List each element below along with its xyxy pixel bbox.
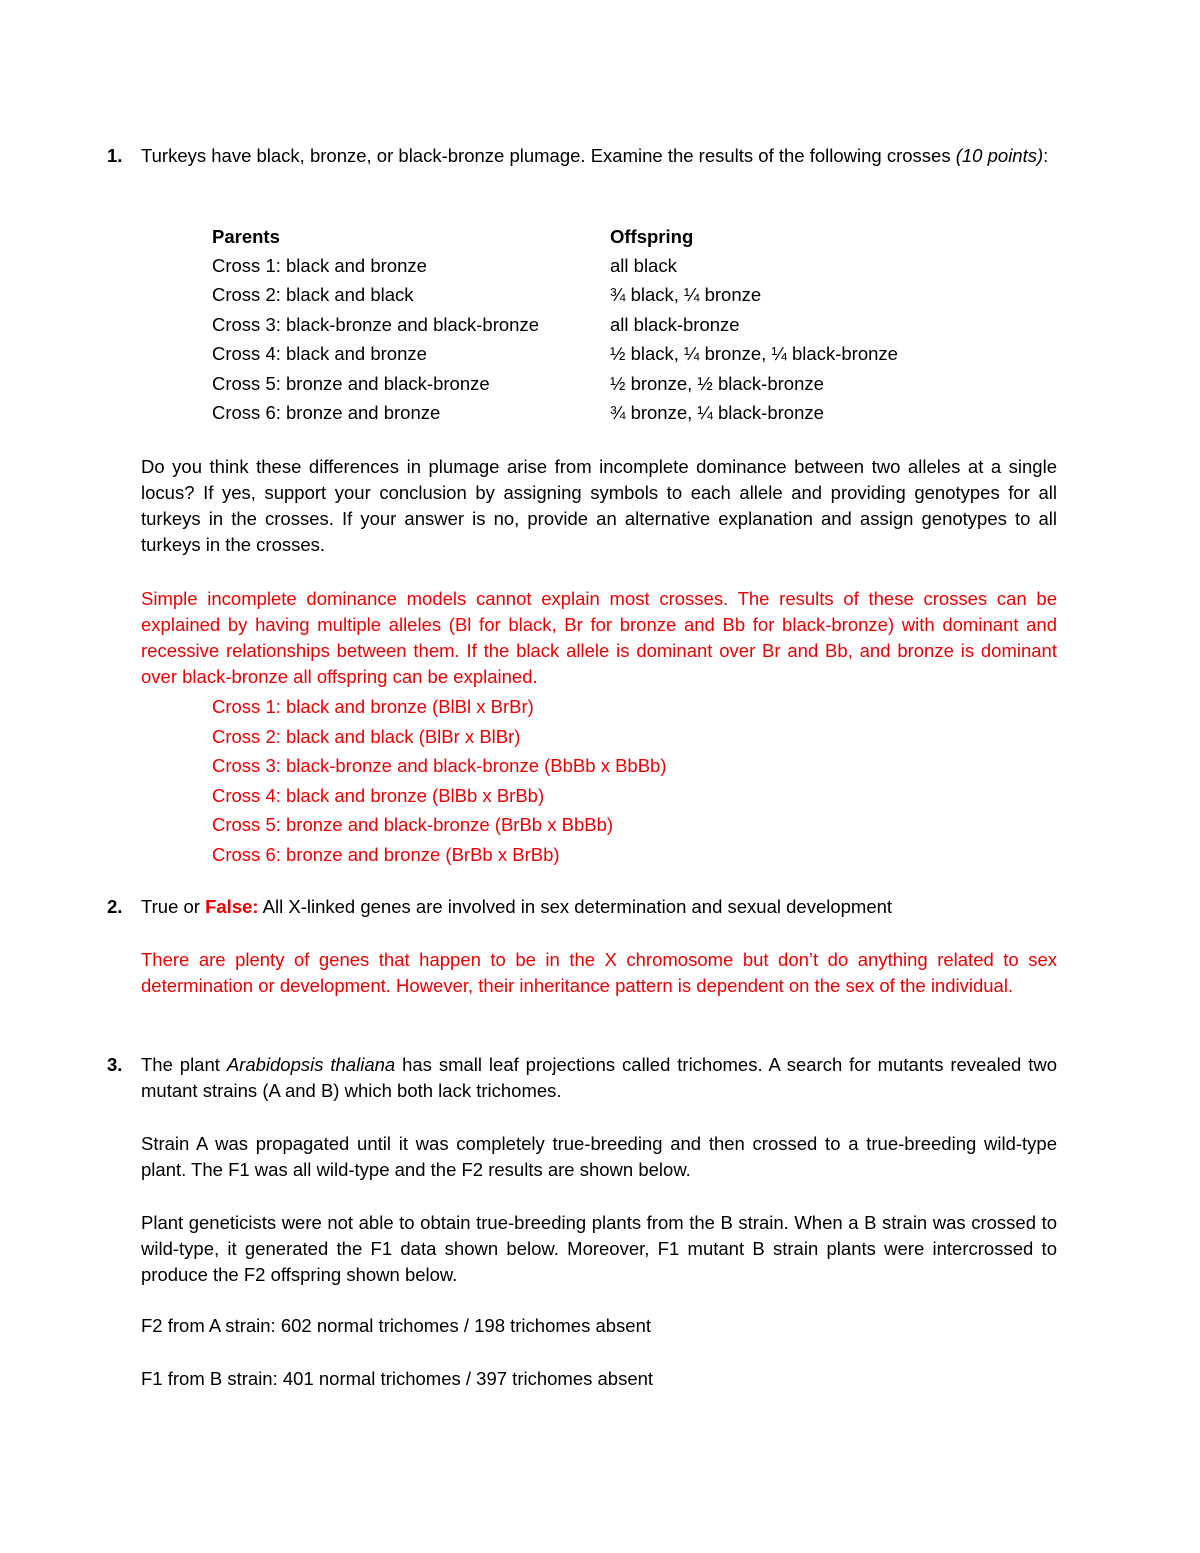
cross-parents: Cross 6: bronze and bronze <box>212 402 441 424</box>
table-row <box>212 369 898 398</box>
list-item: Cross 2: black and black (BlBr x BlBr) <box>212 725 521 747</box>
list-item: Cross 4: black and bronze (BlBb x BrBb) <box>212 784 545 806</box>
answer-cross-list <box>212 692 667 870</box>
question-1-colon: : <box>1043 145 1049 166</box>
question-3-number: 3. <box>107 1054 123 1075</box>
table-row <box>212 398 898 427</box>
list-item: Cross 3: black-bronze and black-bronze (BbBb x BbBb) <box>212 755 667 777</box>
list-item: Cross 5: bronze and black-bronze (BrBb x BbBb) <box>212 814 614 836</box>
cross-offspring: ¾ black, ¼ bronze <box>610 284 762 306</box>
question-2-answer: There are plenty of genes that happen to be in the X chromosome but don’t do anything related to sex determination or development. However, their inheritance pattern is dependent on the sex of the individual. <box>141 949 1057 996</box>
cross-parents: Cross 2: black and black <box>212 284 414 306</box>
f2-strain-a-results: F2 from A strain: 602 normal trichomes / 198 trichomes absent <box>141 1315 652 1336</box>
crosses-table <box>212 222 898 428</box>
cross-parents: Cross 1: black and bronze <box>212 255 427 277</box>
f1-strain-b-results: F1 from B strain: 401 normal trichomes / 397 trichomes absent <box>141 1368 654 1389</box>
cross-offspring: ½ bronze, ½ black-bronze <box>610 372 824 394</box>
list-item: Cross 1: black and bronze (BlBl x BrBr) <box>212 696 534 717</box>
cross-parents: Cross 3: black-bronze and black-bronze <box>212 313 539 335</box>
question-2 <box>107 894 1057 920</box>
true-or-label: True or <box>141 896 206 917</box>
strain-b-paragraph: Plant geneticists were not able to obtain true-breeding plants from the B strain. When a B strain was crossed to wild-type, it generated the F1 data shown below. Moreover, F1 mutant B strain plants were intercrossed to produce the F2 offspring shown below. <box>141 1212 1057 1285</box>
cross-offspring: ½ black, ¼ bronze, ¼ black-bronze <box>610 343 898 365</box>
table-row <box>212 340 898 369</box>
cross-parents: Cross 4: black and bronze <box>212 343 427 365</box>
question-2-statement: All X-linked genes are involved in sex determination and sexual development <box>258 896 893 917</box>
crosses-table-header <box>212 222 898 251</box>
species-name: Arabidopsis thaliana <box>226 1054 396 1075</box>
question-1-intro-text: Turkeys have black, bronze, or black-bronze plumage. Examine the results of the following crosses <box>141 145 951 166</box>
question-3-intro-pre: The plant <box>141 1054 227 1075</box>
question-1-points: (10 points) <box>955 145 1044 166</box>
header-parents: Parents <box>212 225 280 247</box>
header-offspring: Offspring <box>610 225 694 247</box>
table-row <box>212 251 898 280</box>
cross-parents: Cross 5: bronze and black-bronze <box>212 372 490 394</box>
question-1-number: 1. <box>107 145 123 166</box>
question-3-intro <box>107 1052 1058 1104</box>
cross-offspring: ¾ bronze, ¼ black-bronze <box>610 402 824 424</box>
strain-a-paragraph: Strain A was propagated until it was completely true-breeding and then crossed to a true-breeding wild-type plant. The F1 was all wild-type and the F2 results are shown below. <box>141 1133 1057 1180</box>
table-row <box>212 310 898 339</box>
question-1-answer: Simple incomplete dominance models cannot explain most crosses. The results of these crosses can be explained by having multiple alleles (Bl for black, Br for bronze and Bb for black-bronze) with dominant and recessive relationships between them. If the black allele is dominant over Br and Bb, and bronze is dominant over black-bronze all offspring can be explained. <box>141 588 1057 687</box>
question-1-prompt: Do you think these differences in plumage arise from incomplete dominance between two alleles at a single locus? If yes, support your conclusion by assigning symbols to each allele and providing genotypes for all turkeys in the crosses. If your answer is no, provide an alternative explanation and assign genotypes to all turkeys in the crosses. <box>141 456 1057 555</box>
table-row <box>212 281 898 310</box>
cross-offspring: all black-bronze <box>610 313 740 335</box>
false-label: False: <box>205 896 259 917</box>
list-item: Cross 6: bronze and bronze (BrBb x BrBb) <box>212 843 560 865</box>
question-2-number: 2. <box>107 896 123 917</box>
cross-offspring: all black <box>610 255 677 277</box>
question-1-intro <box>107 143 1057 169</box>
question-3-intro-post: has small leaf projections called trichomes. A search for mutants revealed two mutant strains (A and B) which both lack trichomes. <box>141 1054 1058 1101</box>
